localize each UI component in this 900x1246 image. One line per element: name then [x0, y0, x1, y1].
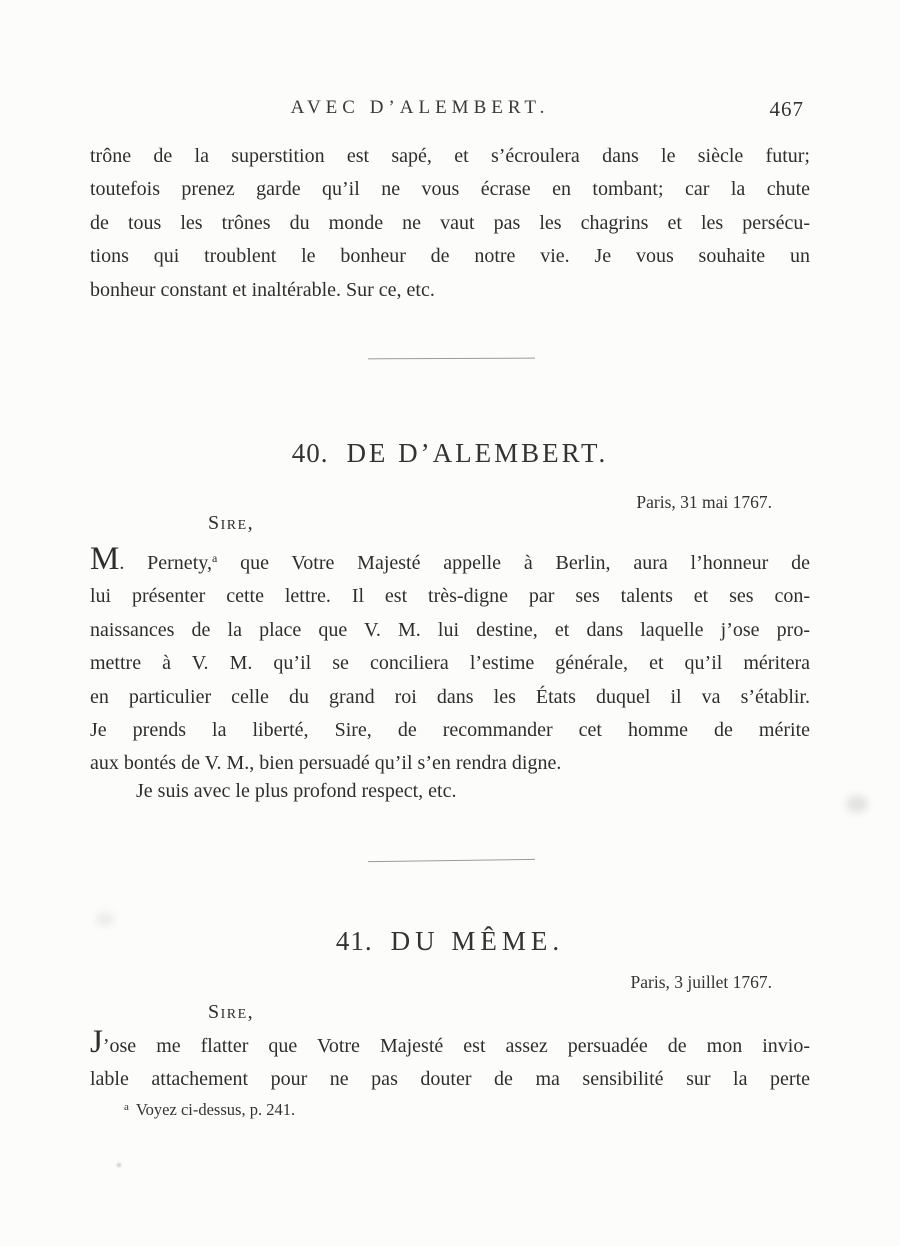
letter41-title: DU MÊME. — [390, 926, 565, 956]
text-line: toutefois prenez garde qu’il ne vous écrase en tombant; car la chute — [90, 178, 810, 201]
letter40-title: DE D’ALEMBERT. — [346, 438, 609, 468]
scan-artifact — [846, 795, 868, 813]
drop-cap-initial: M — [90, 541, 120, 577]
running-title: AVEC D’ALEMBERT. — [290, 97, 550, 118]
section-divider — [368, 859, 535, 862]
text-line: trône de la superstition est sapé, et s’écroulera dans le siècle futur; — [90, 145, 810, 167]
page-number: 467 — [769, 97, 804, 121]
text-line: naissances de la place que V. M. lui destine, et dans laquelle j’ose pro- — [90, 618, 810, 641]
text-line: de tous les trônes du monde ne vaut pas les chagrins et les persécu- — [90, 211, 810, 234]
letter41-salutation: Sire, — [208, 1001, 255, 1023]
text-line: en particulier celle du grand roi dans les États duquel il va s’établir. — [90, 685, 810, 708]
text-line: Je prends la liberté, Sire, de recommander cet homme de mérite — [90, 719, 810, 742]
scan-artifact — [117, 1163, 121, 1167]
letter40-heading — [90, 438, 810, 469]
letter40-dateline: Paris, 31 mai 1767. — [636, 492, 772, 512]
running-head — [90, 97, 810, 123]
text-line: aux bontés de V. M., bien persuadé qu’il s’en rendra digne. — [90, 752, 562, 775]
text-line: mettre à V. M. qu’il se conciliera l’estime générale, et qu’il méritera — [90, 652, 810, 675]
letter40-number: 40. — [291, 438, 329, 468]
letter41-number: 41. — [335, 926, 373, 956]
text-line: bonheur constant et inaltérable. Sur ce, etc. — [90, 278, 435, 301]
scan-artifact — [96, 912, 114, 926]
text-line: lui présenter cette lettre. Il est très-digne par ses talents et ses con- — [90, 585, 810, 608]
footnote-reference-mark: a — [211, 551, 218, 565]
text-line: lable attachement pour ne pas douter de ma sensibilité sur la perte — [90, 1068, 810, 1091]
text-line — [90, 541, 810, 580]
footnote-mark: a — [124, 1101, 129, 1113]
text-line: tions qui troublent le bonheur de notre vie. Je vous souhaite un — [90, 245, 810, 268]
footnote-text: Voyez ci-dessus, p. 241. — [135, 1100, 296, 1119]
text-fragment: que Votre Majesté appelle à Berlin, aura l’honneur de — [217, 552, 810, 574]
letter41-body — [90, 1024, 810, 1097]
text-fragment: ’ose me flatter que Votre Majesté est assez persuadée de mon invio- — [102, 1035, 810, 1057]
footnote — [124, 1100, 295, 1120]
letter40-body — [90, 541, 810, 781]
section-divider — [368, 358, 535, 360]
letter41-heading — [90, 926, 810, 957]
paragraph-continuation — [90, 140, 810, 307]
drop-cap-initial: J — [90, 1024, 103, 1060]
letter40-salutation: Sire, — [208, 512, 255, 534]
letter40-closing: Je suis avec le plus profond respect, etc. — [136, 780, 457, 802]
text-line — [90, 1024, 810, 1063]
text-fragment: . Pernety, — [119, 552, 212, 574]
letter41-dateline: Paris, 3 juillet 1767. — [630, 972, 772, 992]
